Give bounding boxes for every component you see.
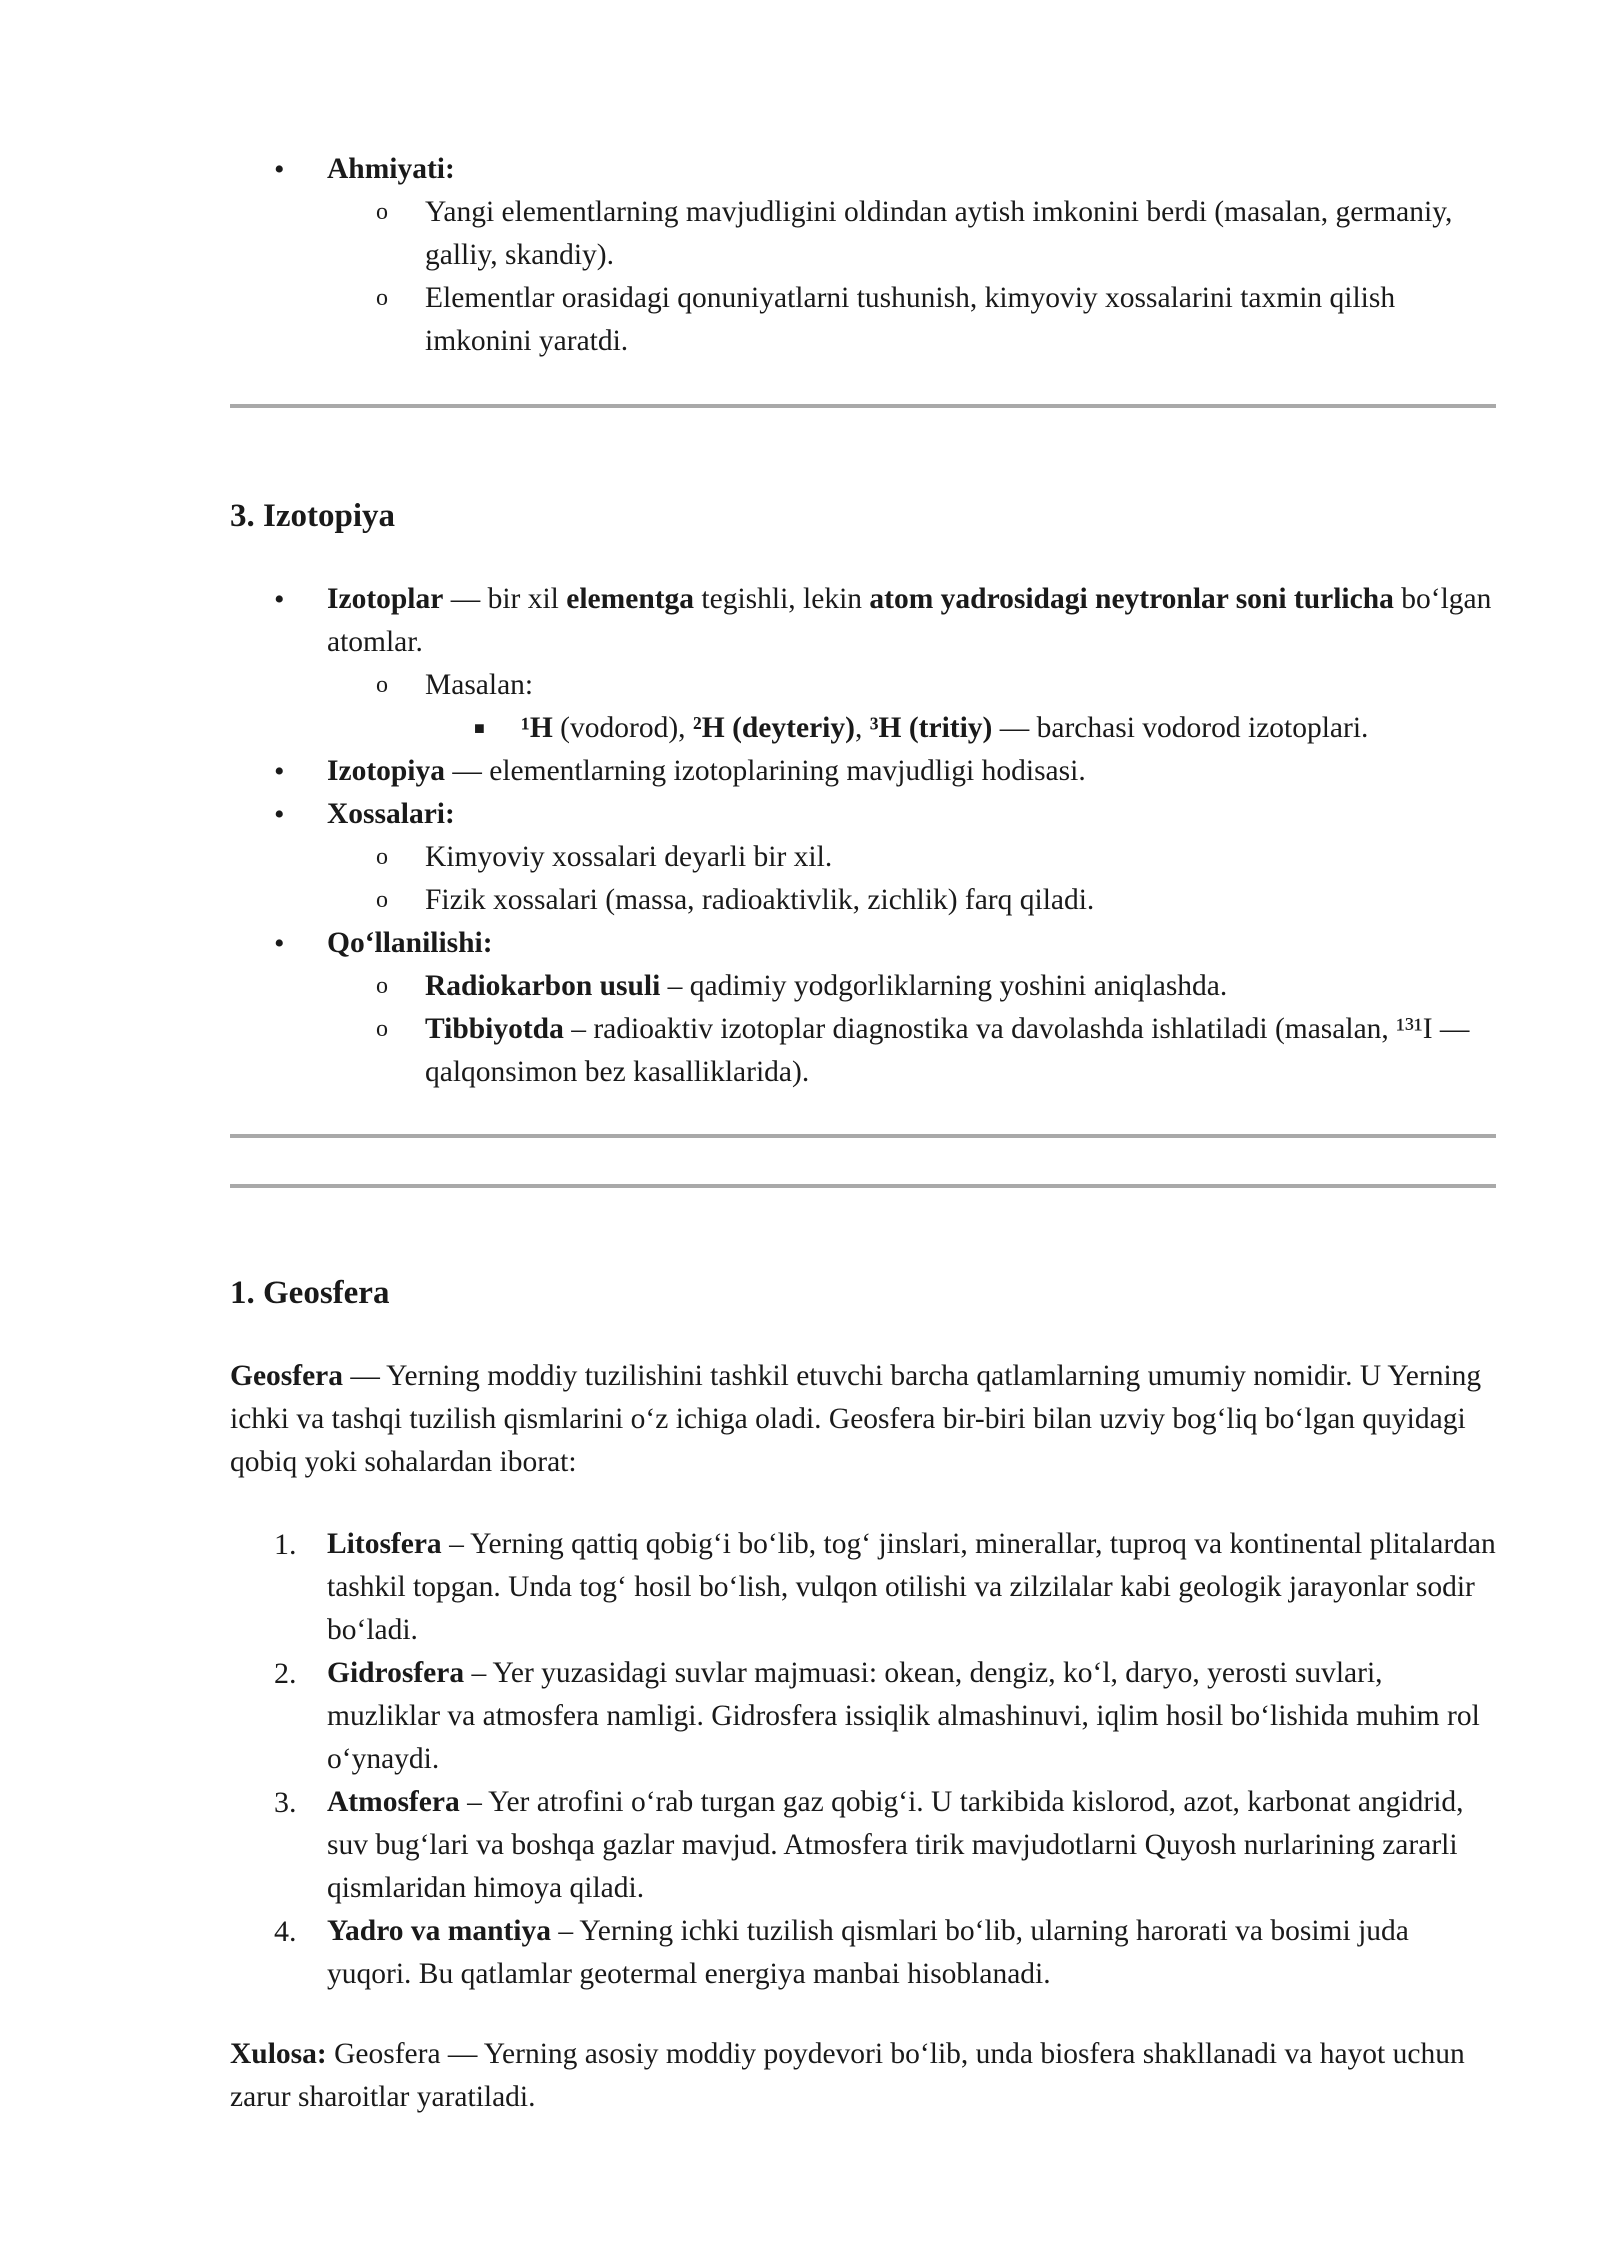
list-item — [230, 1008, 1496, 1094]
list-item — [230, 664, 1496, 707]
term: Atmosfera — [327, 1786, 460, 1818]
list-item — [230, 1781, 1496, 1910]
text: – Yer yuzasidagi suvlar majmuasi: okean, dengiz, ko‘l, daryo, yerosti suvlari, muzliklar va atmosfera namligi. Gidrosfera issiqlik almashinuvi, iqlim hosil bo‘lishida muhim rol o‘ynaydi. — [327, 1657, 1480, 1775]
list-number: 1. — [274, 1528, 297, 1561]
horizontal-divider — [230, 1134, 1496, 1138]
text: – qadimiy yodgorliklarning yoshini aniqlashda. — [660, 970, 1228, 1002]
list-item — [230, 191, 1496, 277]
list-item — [230, 1910, 1496, 1996]
text: — elementlarning izotoplarining mavjudligi hodisasi. — [445, 755, 1086, 787]
list-number: 2. — [274, 1657, 297, 1690]
list-item — [230, 707, 1496, 750]
text: – Yerning qattiq qobig‘i bo‘lib, tog‘ jinslari, minerallar, tuproq va kontinental plitalardan tashkil topgan. Unda tog‘ hosil bo‘lish, vulqon otilishi va zilzilalar kabi geologik jarayonlar sodir bo‘ladi. — [327, 1528, 1496, 1646]
square-bullet-icon: ■ — [474, 718, 485, 738]
list-item — [230, 793, 1496, 836]
list-item — [230, 578, 1496, 664]
text: – Yer atrofini o‘rab turgan gaz qobig‘i. U tarkibida kislorod, azot, karbonat angidrid, suv bug‘lari va boshqa gazlar mavjud. Atmosfera tirik mavjudotlarni Quyosh nurlarining zararli qismlaridan himoya qiladi. — [327, 1786, 1464, 1904]
term: Gidrosfera — [327, 1657, 465, 1689]
text: bo‘lgan atomlar. — [327, 583, 1492, 658]
list-number: 3. — [274, 1786, 297, 1819]
term: Radiokarbon usuli — [425, 970, 661, 1002]
list-item-text: Fizik xossalari (massa, radioaktivlik, zichlik) farq qiladi. — [425, 884, 1095, 916]
term: Tibbiyotda — [425, 1013, 564, 1045]
list-heading: Ahmiyati: — [327, 153, 455, 185]
izotopiya-list — [230, 578, 1496, 1094]
text: — bir xil — [443, 583, 567, 615]
conclusion-paragraph — [230, 2033, 1496, 2119]
list-item — [230, 1523, 1496, 1652]
list-item-text: Yangi elementlarning mavjudligini oldindan aytish imkonini berdi (masalan, germaniy, galliy, skandiy). — [425, 196, 1453, 271]
list-item — [230, 750, 1496, 793]
list-heading: Xossalari: — [327, 798, 455, 830]
text: – radioaktiv izotoplar diagnostika va davolashda ishlatiladi (masalan, ¹³¹I — qalqonsimon bez kasalliklarida). — [425, 1013, 1470, 1088]
text: , — [854, 712, 870, 744]
horizontal-divider — [230, 1184, 1496, 1188]
bullet-icon: • — [274, 798, 285, 831]
term: ³H (tritiy) — [869, 712, 993, 744]
bullet-icon: • — [274, 153, 285, 186]
circle-bullet-icon: o — [376, 199, 388, 225]
bullet-icon: • — [274, 583, 285, 616]
circle-bullet-icon: o — [376, 844, 388, 870]
intro-paragraph — [230, 1355, 1496, 1484]
term: Litosfera — [327, 1528, 442, 1560]
term: Izotopiya — [327, 755, 445, 787]
text: (vodorod), — [552, 712, 693, 744]
circle-bullet-icon: o — [376, 672, 388, 698]
circle-bullet-icon: o — [376, 973, 388, 999]
list-heading: Qo‘llanilishi: — [327, 927, 493, 959]
list-item — [230, 965, 1496, 1008]
text: – Yerning ichki tuzilish qismlari bo‘lib, ularning harorati va bosimi juda yuqori. Bu qatlamlar geotermal energiya manbai hisoblanadi. — [327, 1915, 1409, 1990]
circle-bullet-icon: o — [376, 1016, 388, 1042]
term: ¹H — [521, 712, 553, 744]
horizontal-divider — [230, 404, 1496, 408]
section-title: 3. Izotopiya — [230, 498, 395, 534]
text: — Yerning moddiy tuzilishini tashkil etuvchi barcha qatlamlarning umumiy nomidir. U Yerning ichki va tashqi tuzilish qismlarini o‘z ichiga oladi. Geosfera bir-biri bilan uzviy bog‘liq bo‘lgan quyidagi qobiq yoki sohalardan iborat: — [230, 1360, 1482, 1478]
list-number: 4. — [274, 1915, 297, 1948]
circle-bullet-icon: o — [376, 887, 388, 913]
bullet-icon: • — [274, 927, 285, 960]
ahmiyati-block — [230, 148, 1496, 363]
term: elementga — [566, 583, 695, 615]
text: Geosfera — Yerning asosiy moddiy poydevori bo‘lib, unda biosfera shakllanadi va hayot uchun zarur sharoitlar yaratiladi. — [230, 2038, 1465, 2113]
term: Izotoplar — [327, 583, 444, 615]
list-item — [230, 879, 1496, 922]
list-item-text: Masalan: — [425, 669, 534, 701]
list-item — [230, 1652, 1496, 1781]
list-item — [230, 836, 1496, 879]
bullet-icon: • — [274, 755, 285, 788]
list-item-text: Elementlar orasidagi qonuniyatlarni tushunish, kimyoviy xossalarini taxmin qilish imkonini yaratdi. — [425, 282, 1396, 357]
list-item — [230, 922, 1496, 965]
term: ²H (deyteriy) — [692, 712, 855, 744]
term: atom yadrosidagi neytronlar soni turlicha — [869, 583, 1394, 615]
list-item — [230, 148, 1496, 191]
term: Geosfera — [230, 1360, 344, 1392]
term: Xulosa: — [230, 2038, 327, 2070]
list-item — [230, 277, 1496, 363]
text: tegishli, lekin — [694, 583, 870, 615]
geosfera-numbered-list — [230, 1523, 1496, 1996]
list-item-text: Kimyoviy xossalari deyarli bir xil. — [425, 841, 833, 873]
section-title: 1. Geosfera — [230, 1275, 390, 1311]
text: — barchasi vodorod izotoplari. — [992, 712, 1369, 744]
term: Yadro va mantiya — [327, 1915, 552, 1947]
circle-bullet-icon: o — [376, 285, 388, 311]
